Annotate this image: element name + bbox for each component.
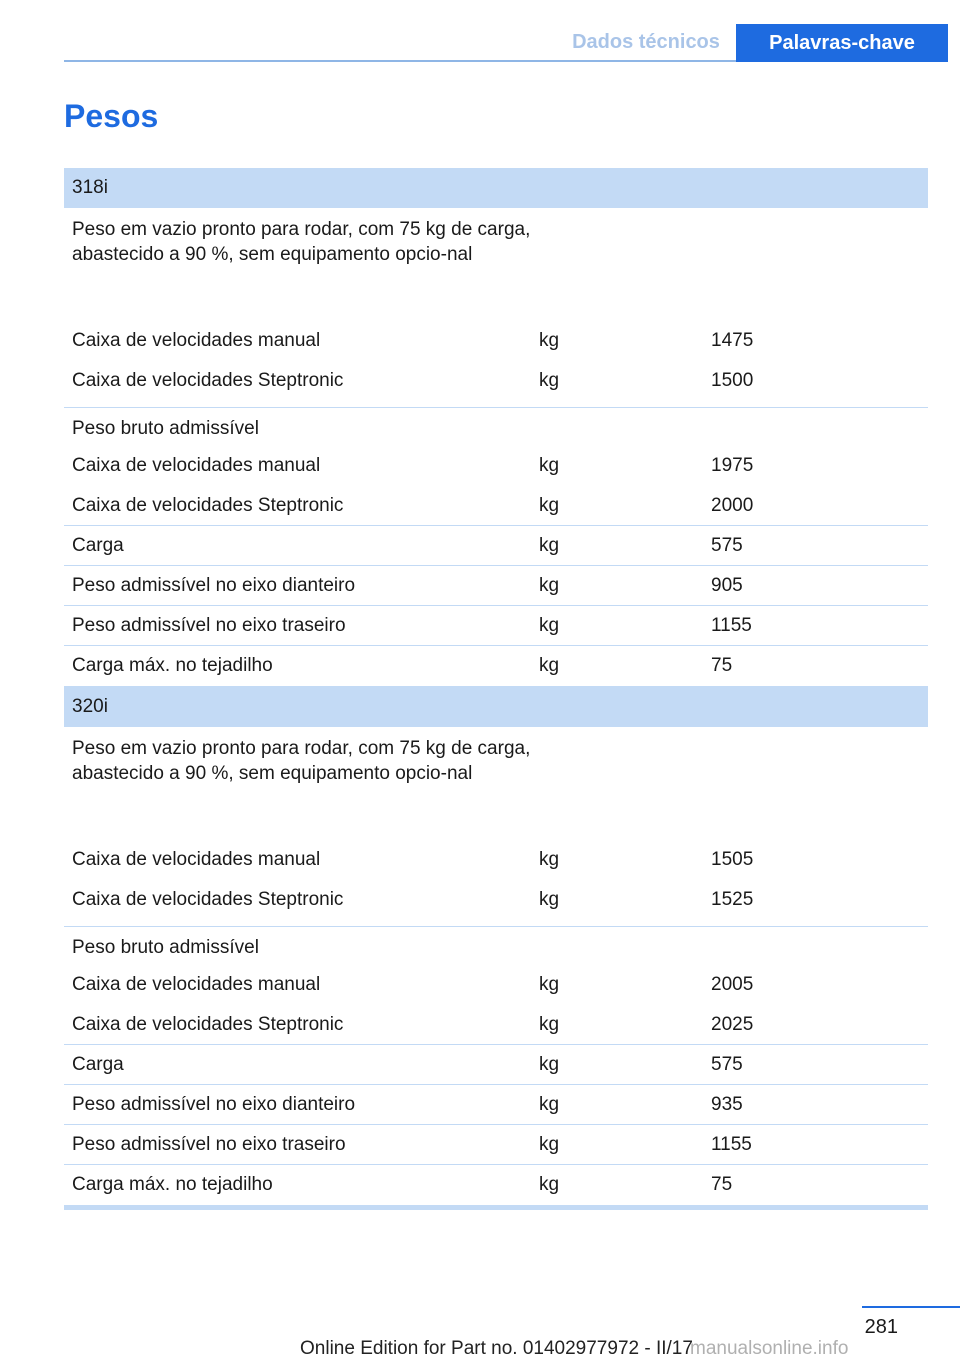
row-label: Peso bruto admissível xyxy=(72,937,259,958)
row-unit: kg xyxy=(539,330,560,351)
row-unit: kg xyxy=(539,1094,560,1115)
row-value: 935 xyxy=(711,1094,743,1115)
row-label: Caixa de velocidades manual xyxy=(72,455,321,476)
row-label: Peso bruto admissível xyxy=(72,418,259,439)
row-unit: kg xyxy=(539,974,560,995)
table-row xyxy=(64,965,928,1005)
row-label: Peso em vazio pronto para rodar, com 75 kg de carga, abastecido a 90 %, sem equipamento opcio-nal xyxy=(72,219,531,265)
table-header: 318i xyxy=(64,168,928,208)
row-value: 1500 xyxy=(711,370,754,391)
row-label: Caixa de velocidades manual xyxy=(72,849,321,870)
footer-rule xyxy=(862,1306,960,1308)
table-row xyxy=(64,1125,928,1165)
row-value: 1525 xyxy=(711,889,754,910)
table-row xyxy=(64,606,928,646)
table-row xyxy=(64,566,928,606)
table-row xyxy=(64,927,928,965)
row-label: Carga máx. no tejadilho xyxy=(72,1174,273,1195)
row-unit: kg xyxy=(539,1014,560,1035)
table-row xyxy=(64,408,928,446)
table-row xyxy=(64,1085,928,1125)
table-row xyxy=(64,328,928,366)
row-label: Caixa de velocidades manual xyxy=(72,330,321,351)
row-label: Peso admissível no eixo traseiro xyxy=(72,1134,346,1155)
page-number: 281 xyxy=(864,1316,898,1338)
table-row xyxy=(64,366,928,408)
table-header: 320i xyxy=(64,687,928,727)
row-unit: kg xyxy=(539,535,560,556)
table-row xyxy=(64,1165,928,1205)
row-label: Carga xyxy=(72,535,124,556)
row-value: 575 xyxy=(711,1054,743,1075)
weights-table-318i xyxy=(64,168,928,691)
table-row xyxy=(64,446,928,486)
row-value: 1155 xyxy=(711,615,752,636)
row-value: 905 xyxy=(711,575,743,596)
row-unit: kg xyxy=(539,495,560,516)
table-row xyxy=(64,727,928,847)
row-unit: kg xyxy=(539,1174,560,1195)
row-unit: kg xyxy=(539,1134,560,1155)
table-row xyxy=(64,885,928,927)
row-label: Caixa de velocidades Steptronic xyxy=(72,495,344,516)
row-label: Carga máx. no tejadilho xyxy=(72,655,273,676)
row-label: Caixa de velocidades Steptronic xyxy=(72,1014,344,1035)
row-value: 2000 xyxy=(711,495,754,516)
row-unit: kg xyxy=(539,849,560,870)
row-value: 1505 xyxy=(711,849,754,870)
row-label: Peso em vazio pronto para rodar, com 75 kg de carga, abastecido a 90 %, sem equipamento opcio-nal xyxy=(72,738,531,784)
row-label: Peso admissível no eixo dianteiro xyxy=(72,1094,356,1115)
row-label: Caixa de velocidades Steptronic xyxy=(72,889,344,910)
table-row xyxy=(64,486,928,526)
row-unit: kg xyxy=(539,1054,560,1075)
row-label: Caixa de velocidades manual xyxy=(72,974,321,995)
row-value: 1155 xyxy=(711,1134,752,1155)
row-value: 2005 xyxy=(711,974,754,995)
table-row xyxy=(64,646,928,686)
table-row xyxy=(64,1045,928,1085)
table-row xyxy=(64,847,928,885)
row-label: Peso admissível no eixo traseiro xyxy=(72,615,346,636)
row-label: Peso admissível no eixo dianteiro xyxy=(72,575,356,596)
row-unit: kg xyxy=(539,655,560,676)
row-label: Carga xyxy=(72,1054,124,1075)
row-unit: kg xyxy=(539,889,560,910)
row-value: 75 xyxy=(711,1174,733,1195)
row-unit: kg xyxy=(539,615,560,636)
tab-dados-tecnicos[interactable]: Dados técnicos xyxy=(572,30,720,53)
row-unit: kg xyxy=(539,370,560,391)
weights-table-320i xyxy=(64,687,928,1210)
row-label: Caixa de velocidades Steptronic xyxy=(72,370,344,391)
edition-note: Online Edition for Part no. 01402977972 - II/17 xyxy=(300,1338,693,1359)
table-row xyxy=(64,526,928,566)
row-value: 75 xyxy=(711,655,733,676)
table-row xyxy=(64,1005,928,1045)
row-unit: kg xyxy=(539,455,560,476)
row-value: 1475 xyxy=(711,330,754,351)
watermark: manualsonline.info xyxy=(690,1338,849,1359)
row-value: 575 xyxy=(711,535,743,556)
tab-palavras-chave[interactable]: Palavras-chave xyxy=(736,24,948,62)
page-title: Pesos xyxy=(64,98,159,134)
row-unit: kg xyxy=(539,575,560,596)
row-value: 2025 xyxy=(711,1014,754,1035)
table-end-bar xyxy=(64,1205,928,1210)
row-value: 1975 xyxy=(711,455,754,476)
table-row xyxy=(64,208,928,328)
